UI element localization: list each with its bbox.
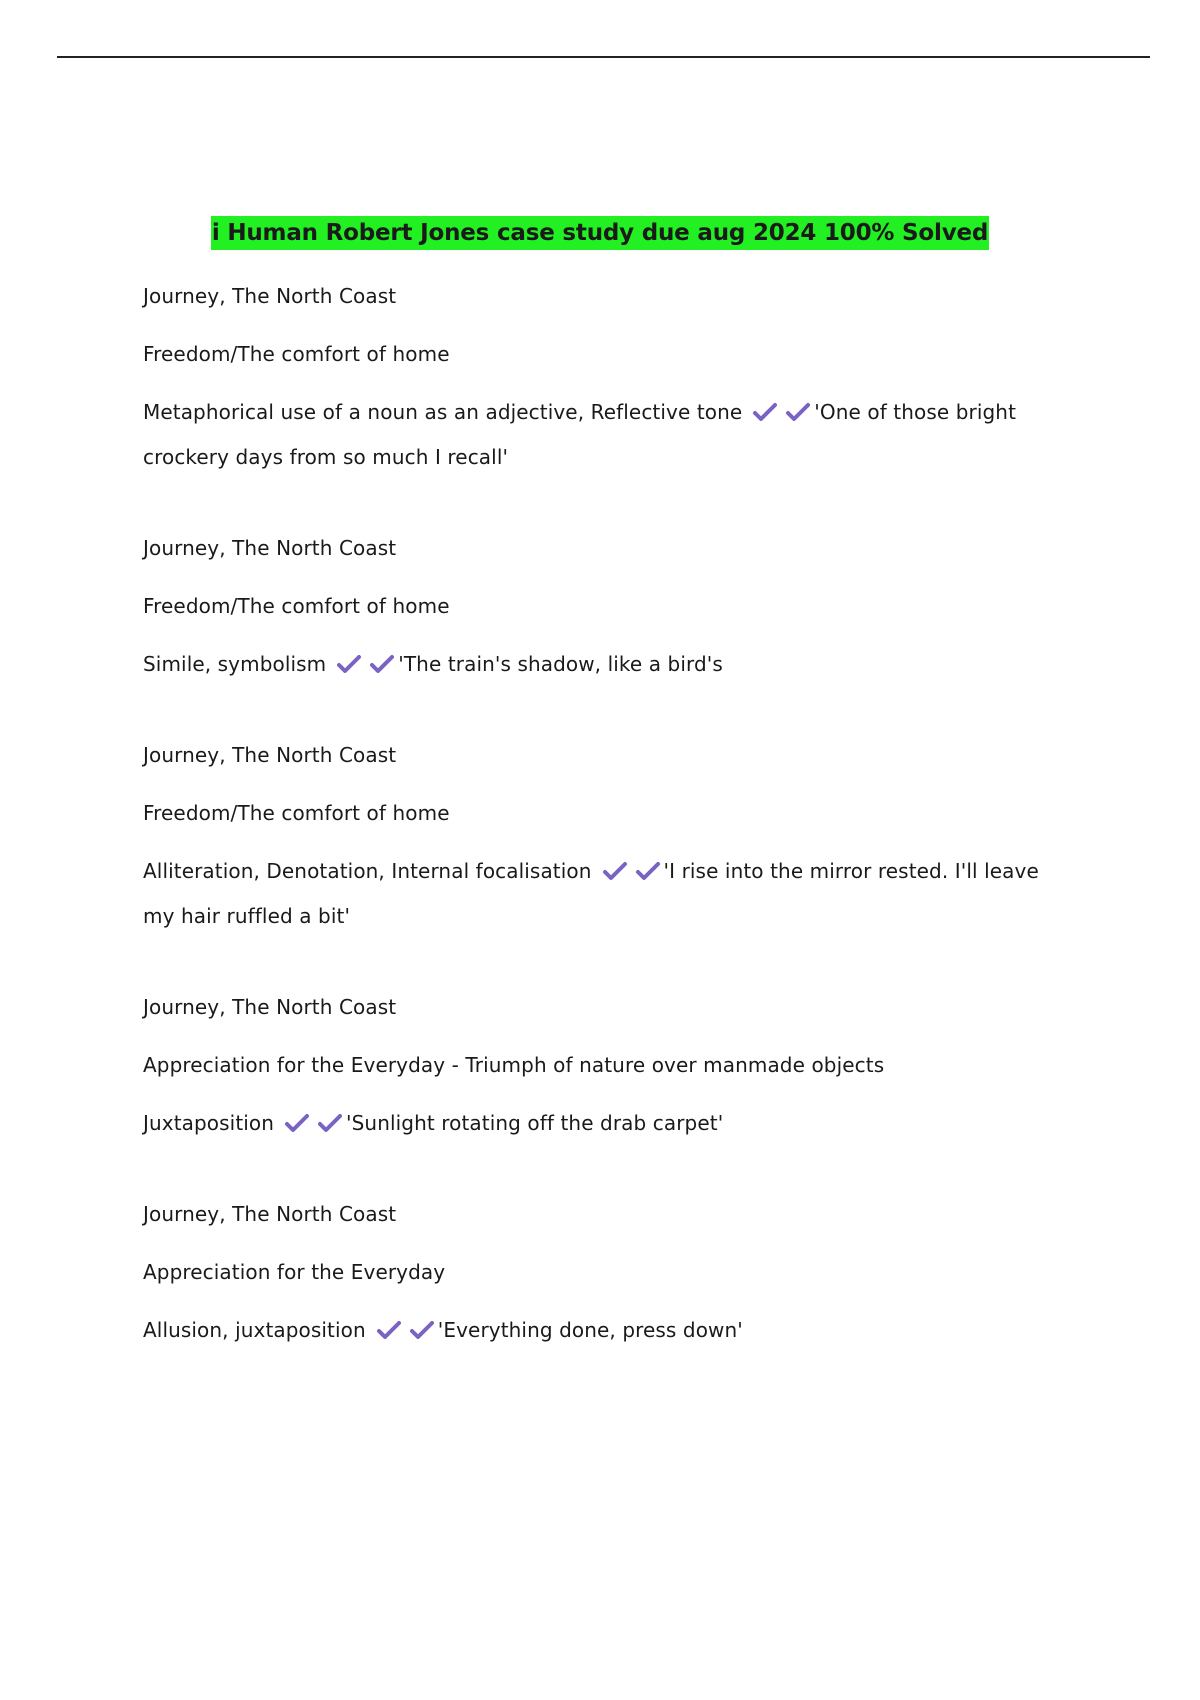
title-container (0, 216, 1200, 250)
check-icon (284, 1113, 310, 1133)
entry-poem-line: Journey, The North Coast (143, 1202, 397, 1226)
entry-answer-line (143, 1308, 1073, 1353)
check-icon (317, 1113, 343, 1133)
entry-devices: Metaphorical use of a noun as an adjective, Reflective tone (143, 400, 743, 424)
entry-theme-line: Freedom/The comfort of home (143, 801, 450, 825)
entry-theme-line: Freedom/The comfort of home (143, 342, 450, 366)
entry-quote: 'Sunlight rotating off the drab carpet' (346, 1111, 724, 1135)
entry-poem-line: Journey, The North Coast (143, 536, 397, 560)
entry-poem-line: Journey, The North Coast (143, 995, 397, 1019)
entry-answer-line (143, 390, 1073, 480)
entry-devices: Juxtaposition (143, 1111, 275, 1135)
qa-entry (143, 1202, 1073, 1353)
qa-entry (143, 536, 1073, 687)
check-icon (785, 402, 811, 422)
entry-quote: 'I rise into the mirror rested. I'll leave my hair ruffled a bit' (143, 859, 1039, 928)
entry-devices: Simile, symbolism (143, 652, 327, 676)
qa-entry (143, 995, 1073, 1146)
entry-quote: 'Everything done, press down' (437, 1318, 743, 1342)
check-icon (409, 1320, 435, 1340)
check-icon (635, 861, 661, 881)
check-icon (336, 654, 362, 674)
entry-devices: Alliteration, Denotation, Internal focalisation (143, 859, 592, 883)
entry-answer-line (143, 1101, 1073, 1146)
entry-quote: 'The train's shadow, like a bird's (398, 652, 723, 676)
entry-devices: Allusion, juxtaposition (143, 1318, 366, 1342)
entry-theme-line: Appreciation for the Everyday (143, 1260, 446, 1284)
document-body (143, 284, 1073, 1409)
check-icon (369, 654, 395, 674)
entry-answer-line (143, 642, 1073, 687)
qa-entry (143, 743, 1073, 939)
qa-entry (143, 284, 1073, 480)
document-title: i Human Robert Jones case study due aug 2024 100% Solved (211, 216, 989, 250)
check-icon (752, 402, 778, 422)
entry-poem-line: Journey, The North Coast (143, 284, 397, 308)
check-icon (376, 1320, 402, 1340)
entry-answer-line (143, 849, 1073, 939)
entry-poem-line: Journey, The North Coast (143, 743, 397, 767)
entry-theme-line: Freedom/The comfort of home (143, 594, 450, 618)
entry-theme-line: Appreciation for the Everyday - Triumph of nature over manmade objects (143, 1053, 885, 1077)
header-rule (57, 56, 1150, 58)
entry-quote: 'One of those bright crockery days from so much I recall' (143, 400, 1017, 469)
check-icon (602, 861, 628, 881)
